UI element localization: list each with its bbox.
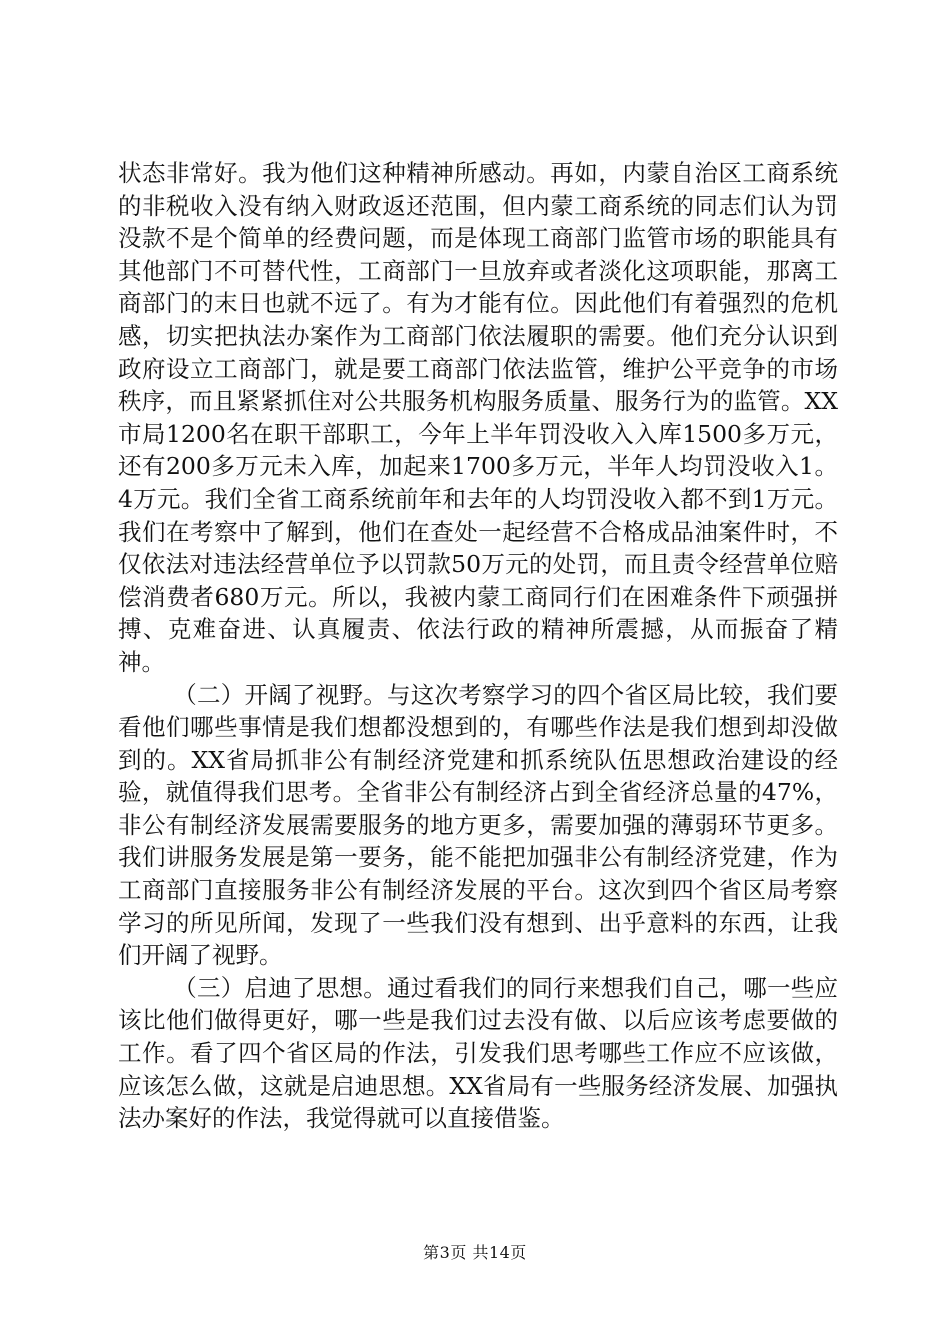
paragraph-section-two: （二）开阔了视野。与这次考察学习的四个省区局比较，我们要看他们哪些事情是我们想都没想到的，有哪些作法是我们想到却没做到的。XX省局抓非公有制经济党建和抓系统队伍思想政治建设的经验，就值得我们思考。全省非公有制经济占到全省经济总量的47%，非公有制经济发展需要服务的地方更多，需要加强的薄弱环节更多。我们讲服务发展是第一要务，能不能把加强非公有制经济党建，作为工商部门直接服务非公有制经济发展的平台。这次到四个省区局考察学习的所见所闻，发现了一些我们没有想到、出乎意料的东西，让我们开阔了视野。: [118, 680, 838, 970]
page-number-footer: 第3页 共14页: [423, 1243, 527, 1262]
paragraph-continuation: 状态非常好。我为他们这种精神所感动。再如，内蒙自治区工商系统的非税收入没有纳入财政返还范围，但内蒙工商系统的同志们认为罚没款不是个简单的经费问题，而是体现工商部门监管市场的职能具有其他部门不可替代性，工商部门一旦放弃或者淡化这项职能，那离工商部门的末日也就不远了。有为才能有位。因此他们有着强烈的危机感，切实把执法办案作为工商部门依法履职的需要。他们充分认识到政府设立工商部门，就是要工商部门依法监管，维护公平竞争的市场秩序，而且紧紧抓住对公共服务机构服务质量、服务行为的监管。XX市局1200名在职干部职工，今年上半年罚没收入入库1500多万元，还有200多万元未入库，加起来1700多万元，半年人均罚没收入1。4万元。我们全省工商系统前年和去年的人均罚没收入都不到1万元。我们在考察中了解到，他们在查处一起经营不合格成品油案件时，不仅依法对违法经营单位予以罚款50万元的处罚，而且责令经营单位赔偿消费者680万元。所以，我被内蒙工商同行们在困难条件下顽强拼搏、克难奋进、认真履责、依法行政的精神所震撼，从而振奋了精神。: [118, 159, 838, 676]
body-text: [118, 157, 838, 1135]
paragraph-section-three: （三）启迪了思想。通过看我们的同行来想我们自己，哪一些应该比他们做得更好，哪一些是我们过去没有做、以后应该考虑要做的工作。看了四个省区局的作法，引发我们思考哪些工作应不应该做，应该怎么做，这就是启迪思想。XX省局有一些服务经济发展、加强执法办案好的作法，我觉得就可以直接借鉴。: [118, 973, 838, 1133]
